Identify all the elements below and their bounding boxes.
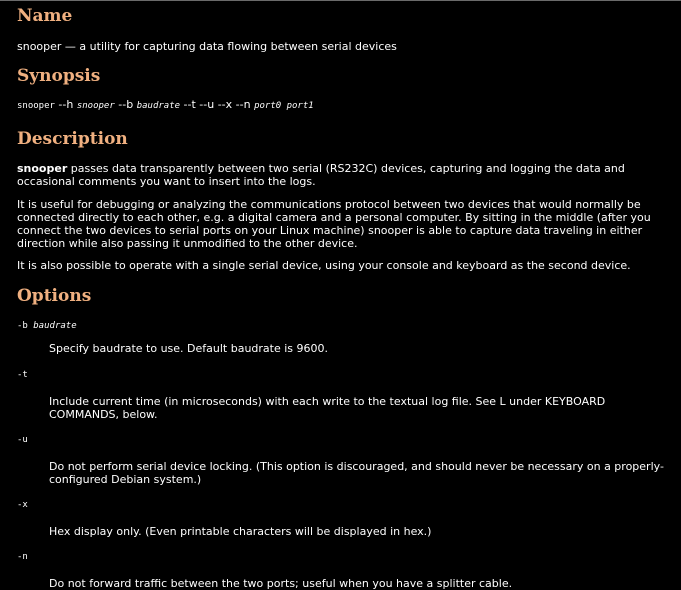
option-desc-b: Specify baudrate to use. Default baudrate is 9600.	[49, 342, 329, 355]
option-flag-n: -n	[17, 552, 28, 562]
option-flag-t: -t	[17, 370, 28, 380]
synopsis-line	[17, 98, 671, 113]
synopsis-arg-ports: port0 port1	[254, 101, 314, 111]
manpage	[0, 6, 681, 590]
description-paragraph-1	[17, 162, 671, 188]
option-flag-u: -u	[17, 435, 28, 445]
section-heading-synopsis: Synopsis	[17, 66, 101, 86]
name-text: snooper — a utility for capturing data flowing between serial devices	[17, 40, 397, 53]
option-x	[17, 499, 671, 538]
section-heading-options: Options	[17, 286, 92, 306]
option-u	[17, 434, 671, 486]
synopsis-opt-b: --b	[114, 98, 137, 111]
synopsis-arg-snooper: snooper	[76, 101, 115, 111]
synopsis-opts-tuxn: --t --u --x --n	[180, 98, 255, 111]
section-heading-description: Description	[17, 129, 128, 149]
option-flag-x: -x	[17, 500, 28, 510]
option-b	[17, 320, 671, 355]
option-desc-n: Do not forward traffic between the two ports; useful when you have a splitter cable.	[49, 577, 513, 590]
option-flag-b-arg: baudrate	[33, 321, 77, 331]
synopsis-command: snooper	[17, 101, 55, 111]
description-paragraph-1-text: passes data transparently between two serial (RS232C) devices, capturing and logging the data and occasional comments you want to insert into the logs.	[17, 162, 625, 188]
synopsis-arg-baudrate: baudrate	[136, 101, 181, 111]
description-paragraph-3: It is also possible to operate with a single serial device, using your console and keyboard as the second device.	[17, 259, 631, 272]
section-heading-name: Name	[17, 6, 73, 26]
synopsis-opt-h: --h	[54, 98, 77, 111]
option-t	[17, 369, 671, 421]
option-desc-t: Include current time (in microseconds) with each write to the textual log file. See L under KEYBOARD COMMANDS, below.	[49, 395, 606, 421]
option-flag-b	[17, 320, 671, 332]
description-paragraph-2: It is useful for debugging or analyzing the communications protocol between two devices that would normally be connected directly to each other, e.g. a digital camera and a personal computer. By sitting in the middle (after you connect the two devices to serial ports on your Linux machine) snooper is able to capture data traveling in either direction while also passing it unmodified to the other device.	[17, 198, 651, 250]
option-desc-u: Do not perform serial device locking. (This option is discouraged, and should never be necessary on a properly-configured Debian system.)	[49, 460, 664, 486]
option-desc-x: Hex display only. (Even printable characters will be displayed in hex.)	[49, 525, 432, 538]
option-flag-b-name: -b	[17, 321, 28, 331]
description-command-bold: snooper	[17, 162, 68, 175]
option-n	[17, 551, 671, 590]
